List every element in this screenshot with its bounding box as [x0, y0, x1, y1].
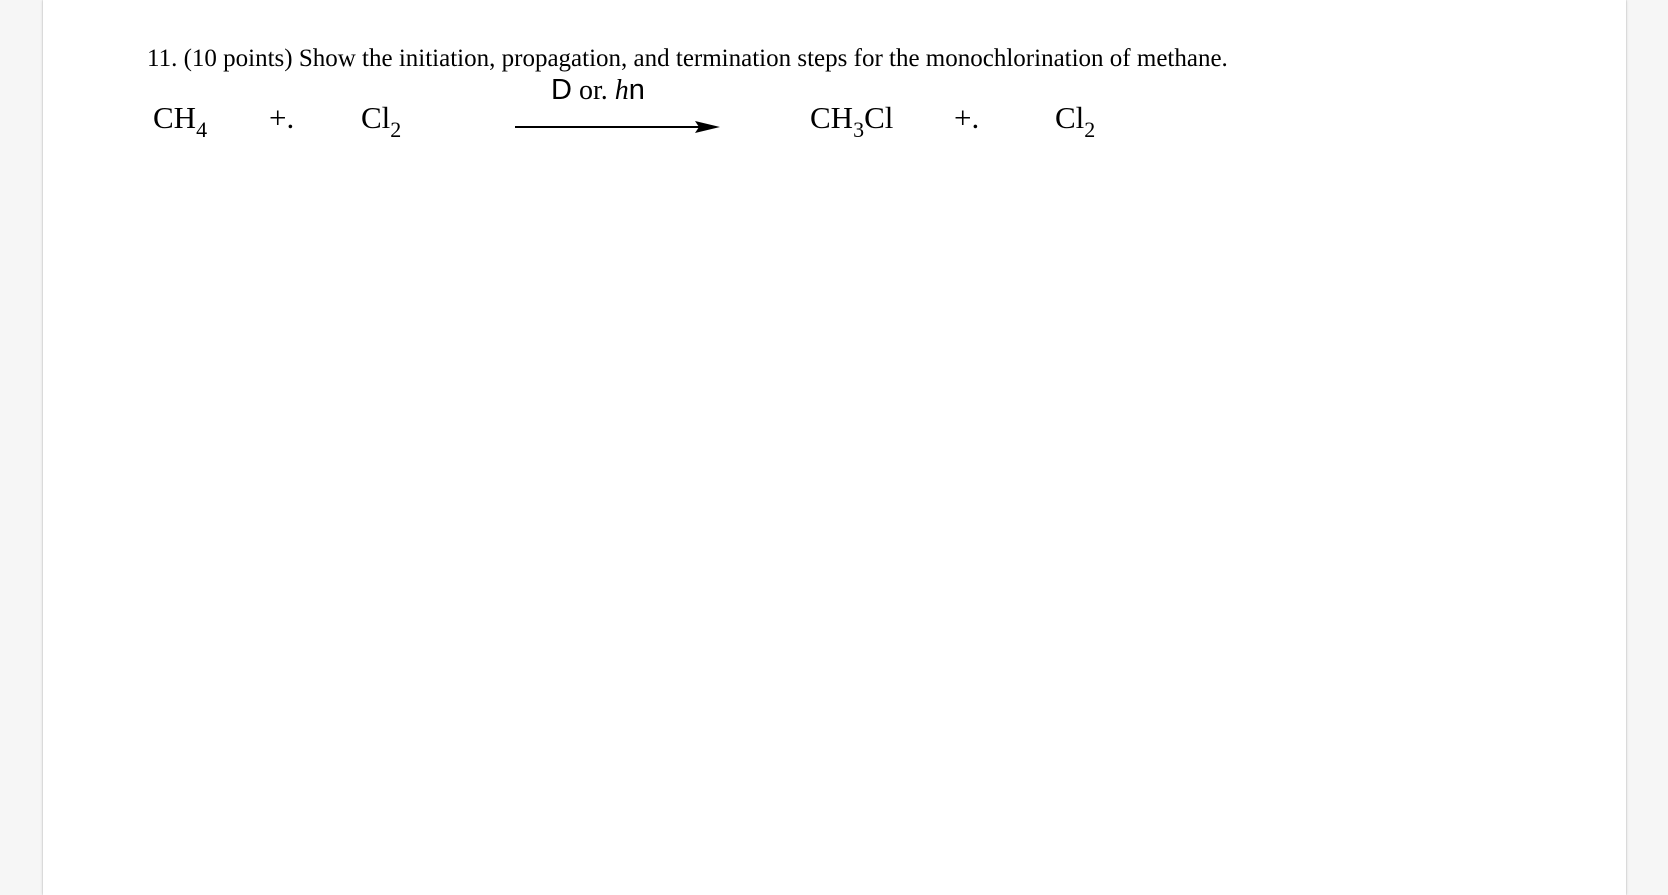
- product-chlorine-subscript: 2: [1084, 117, 1096, 142]
- plus-sign-left: +.: [269, 100, 295, 135]
- product-chloromethane: [810, 100, 894, 142]
- frequency-symbol: n: [628, 74, 645, 106]
- reactant-methane: [153, 100, 208, 142]
- product-chloromethane-subscript: 3: [853, 117, 865, 142]
- product-chlorine: [1055, 100, 1096, 142]
- planck-h: h: [614, 75, 629, 106]
- reaction-conditions: [551, 72, 645, 109]
- reaction-arrow-icon: [515, 117, 720, 137]
- reactant-chlorine-symbol: Cl: [361, 100, 391, 135]
- reactant-chlorine: [361, 100, 402, 142]
- question-text: 11. (10 points) Show the initiation, propagation, and termination steps for the monochlorination of methane.: [147, 45, 1228, 72]
- plus-sign-right: +.: [954, 100, 980, 135]
- document-page: [43, 0, 1626, 895]
- reactant-methane-subscript: 4: [196, 117, 208, 142]
- reactant-chlorine-subscript: 2: [390, 117, 402, 142]
- product-chloromethane-prefix: CH: [810, 100, 854, 135]
- conditions-or: or.: [571, 75, 615, 106]
- product-chlorine-symbol: Cl: [1055, 100, 1085, 135]
- heat-symbol: D: [551, 74, 572, 106]
- reactant-methane-symbol: CH: [153, 100, 197, 135]
- product-chloromethane-suffix: Cl: [864, 100, 894, 135]
